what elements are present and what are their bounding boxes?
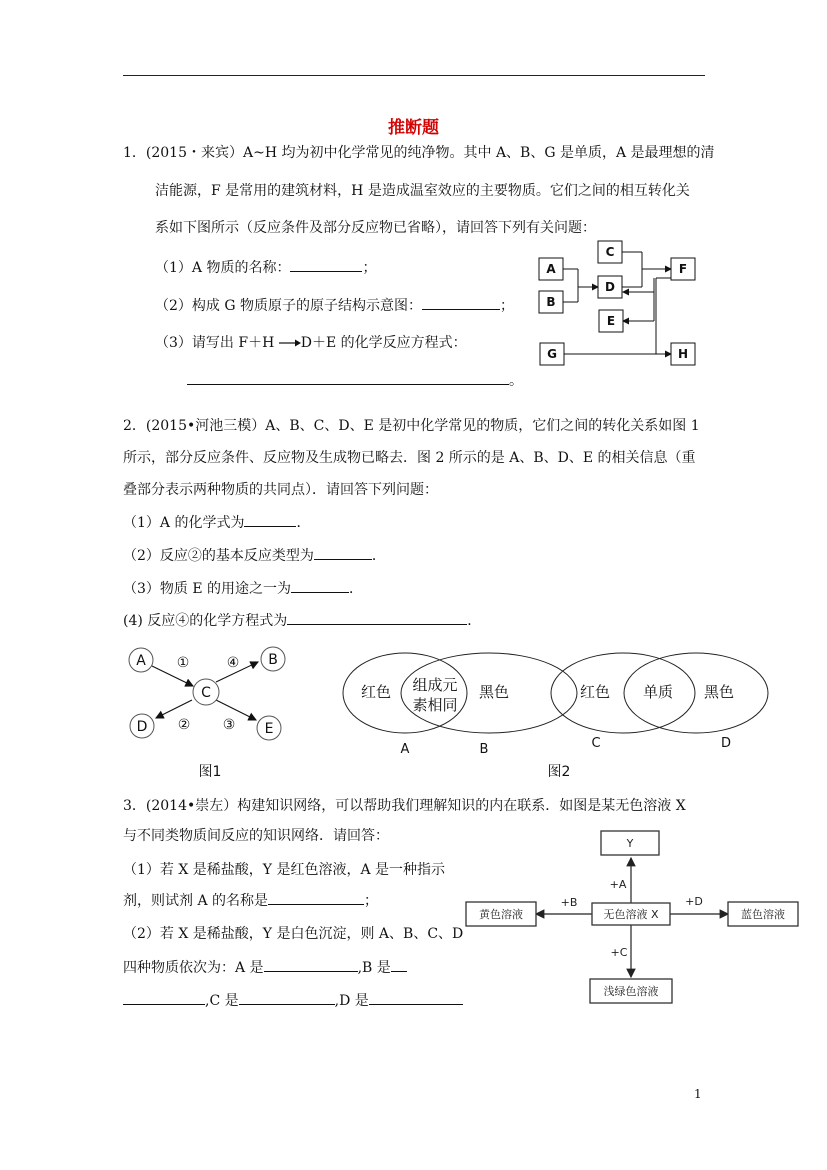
q3-sub-2b xyxy=(123,957,407,978)
node-c-label: C xyxy=(201,685,211,701)
venn-1-right-label: 黑色 xyxy=(478,683,510,701)
node-b-label: B xyxy=(268,652,278,668)
answer-blank[interactable] xyxy=(291,578,349,593)
q2-sub-4 xyxy=(123,610,481,631)
node-y-label: Y xyxy=(626,837,634,850)
reaction-mark-2: ② xyxy=(177,717,191,733)
reagent-d-label: +D xyxy=(685,895,703,908)
reagent-a-label: +A xyxy=(609,878,627,891)
venn-1-middle-label-1: 组成元 xyxy=(412,676,458,694)
reagent-b-label: +B xyxy=(560,896,578,909)
q2-sub-1-text: （1）A 的化学式为 xyxy=(123,515,245,531)
page-title: 推断题 xyxy=(388,118,439,138)
q2-sub-2-text: （2）反应②的基本反应类型为 xyxy=(123,548,314,564)
q3-sub-1b xyxy=(123,890,378,911)
node-e-label: E xyxy=(264,721,274,737)
venn-2-middle-label: 单质 xyxy=(642,683,674,701)
answer-blank[interactable] xyxy=(264,957,358,972)
node-center-label: 无色溶液 X xyxy=(603,908,659,921)
q2-sub-3-text: （3）物质 E 的用途之一为 xyxy=(123,581,292,597)
period: ． xyxy=(467,613,482,629)
answer-blank[interactable] xyxy=(314,545,372,560)
q2-figure-1 xyxy=(122,640,294,790)
venn-2-right-label: 黑色 xyxy=(703,683,735,701)
venn-2-label-c: C xyxy=(591,736,601,751)
reaction-arrow-icon xyxy=(279,338,301,348)
reagent-c-label: +C xyxy=(610,946,628,959)
venn-1-label-b: B xyxy=(479,742,489,757)
node-a-label: A xyxy=(136,653,146,669)
q2-line-1: 2．(2015•河池三模）A、B、C、D、E 是初中化学常见的物质，它们之间的转化关系如图 1 xyxy=(123,418,700,434)
q1-sub-2 xyxy=(155,295,514,316)
answer-blank[interactable] xyxy=(187,370,509,385)
q1-sub-3-text-b: D＋E 的化学反应方程式： xyxy=(300,335,467,351)
q1-line-3: 系如下图所示（反应条件及部分反应物已省略），请回答下列有关问题： xyxy=(155,220,596,236)
box-e-label: E xyxy=(606,314,616,328)
box-a-label: A xyxy=(546,262,556,276)
q1-sub-2-end: ； xyxy=(500,298,514,314)
venn-1-label-a: A xyxy=(400,742,410,757)
reaction-mark-4: ④ xyxy=(226,655,240,671)
figure-2-caption: 图2 xyxy=(547,764,571,780)
q2-line-2: 所示，部分反应条件、反应物及生成物已略去．图 2 所示的是 A、B、D、E 的相关信息（重 xyxy=(123,450,696,466)
answer-blank[interactable] xyxy=(422,295,500,310)
q1-sub-1 xyxy=(155,257,376,278)
period: ． xyxy=(371,548,386,564)
q3-sub-2c-label-c: ,C 是 xyxy=(205,993,239,1009)
q1-sub-3-answer xyxy=(187,370,523,391)
box-d-label: D xyxy=(605,280,615,294)
answer-blank[interactable] xyxy=(287,610,467,625)
q3-sub-1a: （1）若 X 是稀盐酸，Y 是红色溶液，A 是一种指示 xyxy=(123,862,446,878)
node-light-green-label: 浅绿色溶液 xyxy=(603,985,659,998)
q3-sub-2c xyxy=(123,990,463,1011)
q3-knowledge-network xyxy=(462,825,804,1010)
q2-line-3: 叠部分表示两种物质的共同点）．请回答下列问题： xyxy=(123,482,438,498)
venn-1-middle-label-2: 素相同 xyxy=(412,696,458,714)
header-rule xyxy=(123,75,705,76)
q1-sub-3-text-a: （3）请写出 F＋H xyxy=(155,335,279,351)
reaction-mark-3: ③ xyxy=(222,717,236,733)
box-g-label: G xyxy=(547,347,557,361)
figure-1-caption: 图1 xyxy=(198,764,222,780)
box-b-label: B xyxy=(546,295,556,309)
answer-blank[interactable] xyxy=(244,512,296,527)
venn-2-label-d: D xyxy=(720,736,732,751)
q3-sub-2b-text: 四种物质依次为：A 是 xyxy=(123,960,264,976)
q1-sub-1-end: ； xyxy=(362,260,377,276)
q2-sub-2 xyxy=(123,545,386,566)
q1-transformation-diagram xyxy=(530,232,710,377)
q1-sub-2-text: （2）构成 G 物质原子的原子结构示意图： xyxy=(155,298,422,314)
venn-2-ellipse-left xyxy=(551,653,695,733)
answer-blank[interactable] xyxy=(369,990,463,1005)
venn-1-left-label: 红色 xyxy=(360,683,392,701)
q2-sub-4-text: (4) 反应④的化学方程式为 xyxy=(123,613,288,629)
page-number: 1 xyxy=(694,1087,702,1101)
venn-2-left-label: 红色 xyxy=(579,683,611,701)
q1-sub-1-text: （1）A 物质的名称： xyxy=(155,260,291,276)
q2-sub-3 xyxy=(123,578,363,599)
q3-sub-1-end: ； xyxy=(364,893,379,909)
q1-line-2: 洁能源，F 是常用的建筑材料，H 是造成温室效应的主要物质。它们之间的相互转化关 xyxy=(155,183,690,199)
q1-line-1: 1．(2015・来宾）A~H 均为初中化学常见的纯净物。其中 A、B、G 是单质，A 是最理想的清 xyxy=(123,145,715,161)
period: ． xyxy=(296,515,311,531)
q3-sub-2a: （2）若 X 是稀盐酸，Y 是白色沉淀，则 A、B、C、D xyxy=(123,926,464,942)
answer-blank[interactable] xyxy=(239,990,335,1005)
q3-sub-2c-label-d: ,D 是 xyxy=(334,993,369,1009)
q1-sub-3-end: 。 xyxy=(509,373,523,389)
q3-line-1: 3．(2014•崇左）构建知识网络，可以帮助我们理解知识的内在联系．如图是某无色溶液 X xyxy=(123,798,686,814)
answer-blank[interactable] xyxy=(290,257,362,272)
box-c-label: C xyxy=(605,245,615,259)
q3-line-2: 与不同类物质间反应的知识网络．请回答： xyxy=(123,828,389,844)
reaction-mark-1: ① xyxy=(176,655,190,671)
node-yellow-label: 黄色溶液 xyxy=(479,908,523,921)
period: ． xyxy=(349,581,364,597)
q3-sub-2b-label-b: ,B 是 xyxy=(357,960,391,976)
answer-blank[interactable] xyxy=(391,957,407,972)
node-blue-label: 蓝色溶液 xyxy=(741,908,785,921)
q1-sub-3 xyxy=(155,333,467,353)
answer-blank[interactable] xyxy=(268,890,364,905)
node-d-label: D xyxy=(136,719,148,735)
answer-blank[interactable] xyxy=(123,990,205,1005)
q2-sub-1 xyxy=(123,512,310,533)
q3-sub-1b-text: 剂，则试剂 A 的名称是 xyxy=(123,893,269,909)
box-h-label: H xyxy=(677,347,689,361)
box-f-label: F xyxy=(678,262,688,276)
q2-figure-2 xyxy=(338,645,778,785)
